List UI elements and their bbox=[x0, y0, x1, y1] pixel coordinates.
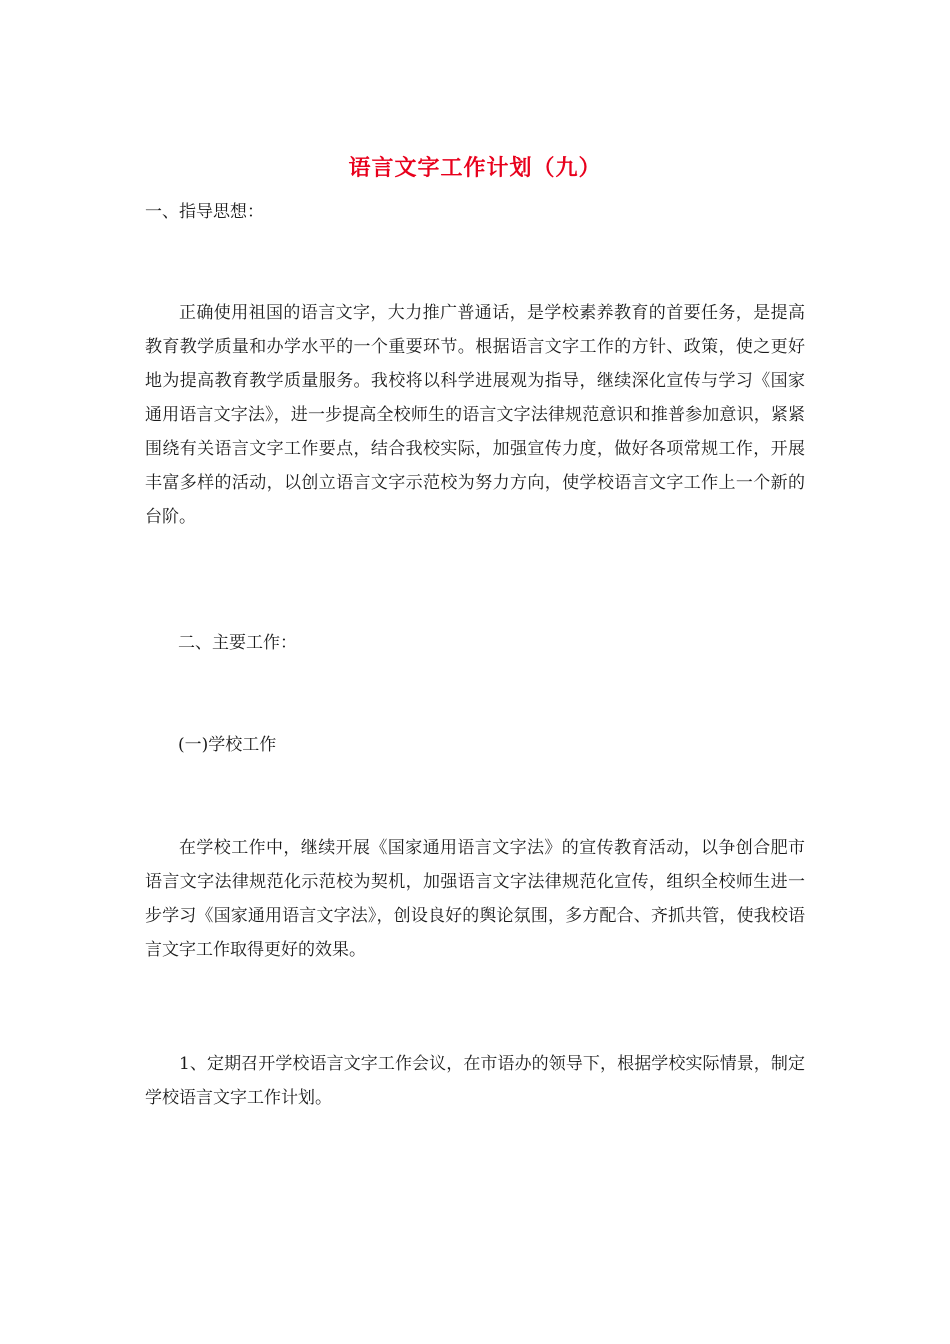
document-title: 语言文字工作计划（九） bbox=[348, 155, 602, 181]
section-heading-main-work: 二、主要工作： bbox=[178, 633, 297, 653]
school-work-paragraph: 在学校工作中，继续开展《国家通用语言文字法》的宣传教育活动，以争创合肥市语言文字法律规范化示范校为契机，加强语言文字法律规范化宣传，组织全校师生进一步学习《国家通用语言文字法》，创设良好的舆论氛围，多方配合、齐抓共管，使我校语言文字工作取得更好的效果。 bbox=[145, 838, 805, 960]
subsection-heading-school-work: (一)学校工作 bbox=[178, 735, 277, 755]
list-item-1-paragraph: 1、定期召开学校语言文字工作会议，在市语办的领导下，根据学校实际情景，制定学校语言文字工作计划。 bbox=[145, 1054, 805, 1108]
guiding-thought-paragraph: 正确使用祖国的语言文字，大力推广普通话，是学校素养教育的首要任务，是提高教育教学质量和办学水平的一个重要环节。根据语言文字工作的方针、政策，使之更好地为提高教育教学质量服务。我校将以科学进展观为指导，继续深化宣传与学习《国家通用语言文字法》，进一步提高全校师生的语言文字法律规范意识和推普参加意识，紧紧围绕有关语言文字工作要点，结合我校实际，加强宣传力度，做好各项常规工作，开展丰富多样的活动，以创立语言文字示范校为努力方向，使学校语言文字工作上一个新的台阶。 bbox=[145, 303, 805, 527]
section-heading-guiding-thought: 一、指导思想： bbox=[145, 202, 264, 222]
